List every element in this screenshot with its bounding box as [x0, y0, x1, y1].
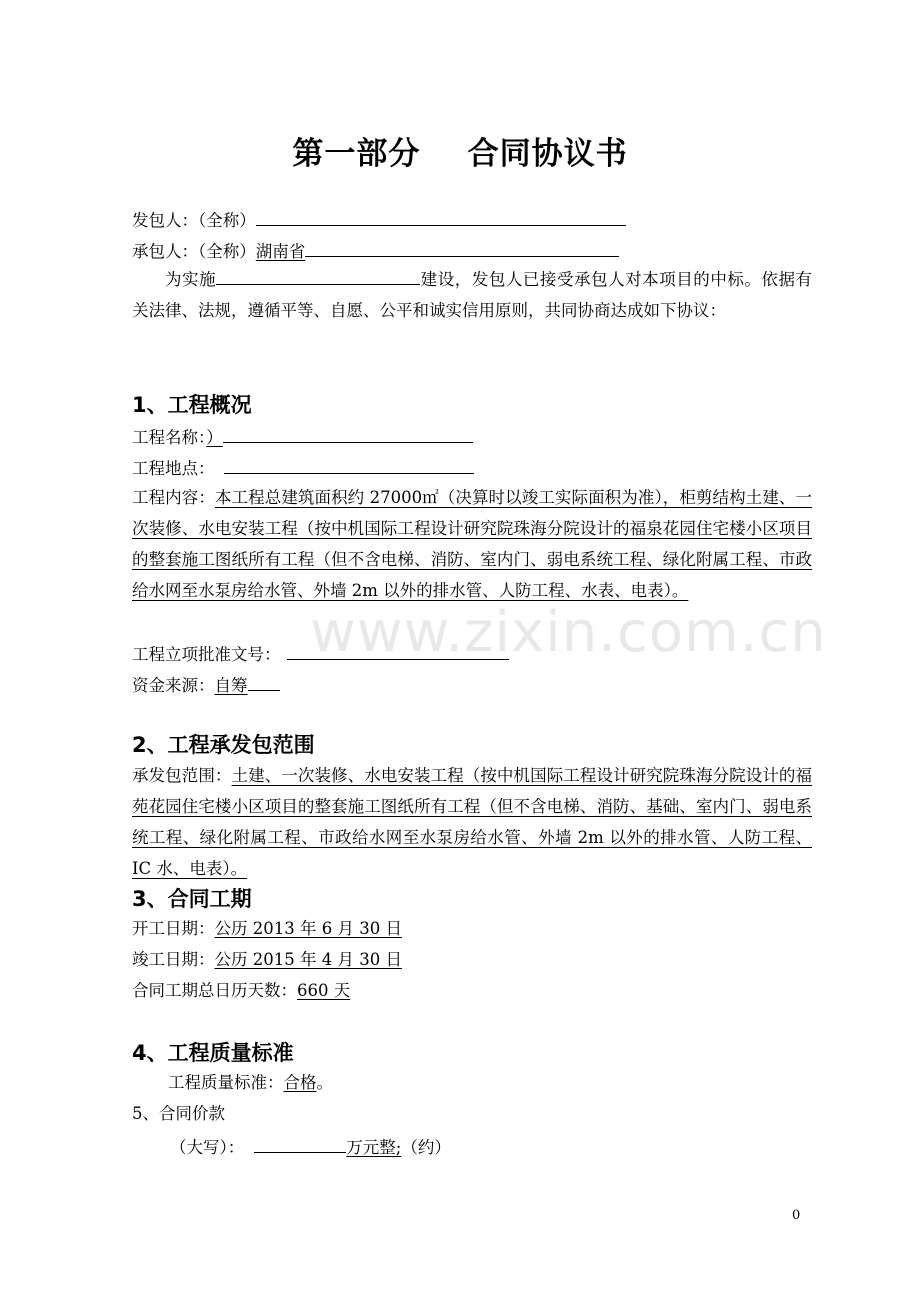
employer-label: 发包人：（全称）: [132, 211, 256, 230]
quality-line: [168, 1072, 333, 1094]
scope-value: 土建、一次装修、水电安装工程（按中机国际工程设计研究院珠海分院设计的福苑花园住宅楼小区项目的整套施工图纸所有工程（但不含电梯、消防、基础、室内门、弱电系统工程、绿化附属工程、市政给水网至水泵房给水管、外墙 2m 以外的排水管、人防工程、IC 水、电表）。: [132, 766, 813, 878]
section4-heading: 4、工程质量标准: [132, 1041, 294, 1065]
quality-value: 合格: [283, 1073, 317, 1092]
contractor-label: 承包人：（全称）: [132, 242, 256, 261]
amount-unit: 万元整;: [346, 1138, 402, 1157]
scope-paragraph: [132, 760, 812, 884]
employer-line: [132, 207, 626, 232]
amount-label: （大写）：: [170, 1138, 245, 1157]
end-date-line: [132, 949, 402, 971]
intro-prefix: 为实施: [165, 270, 217, 289]
end-date-label: 竣工日期：: [132, 950, 215, 969]
quality-end: 。: [316, 1073, 333, 1092]
fund-value: 自筹: [214, 676, 248, 695]
quality-label: 工程质量标准：: [168, 1073, 284, 1092]
fund-blank: [248, 672, 280, 691]
project-location-label: 工程地点：: [132, 459, 215, 478]
start-date-value: 公历 2013 年 6 月 30 日: [214, 919, 402, 938]
contractor-value: 湖南省: [255, 242, 306, 261]
section5-heading: 5、合同价款: [132, 1104, 225, 1123]
page-number: 0: [792, 1208, 801, 1223]
watermark: www.zixin.com.cn: [310, 600, 827, 665]
approval-label: 工程立项批准文号：: [132, 645, 281, 664]
section2-heading: 2、工程承发包范围: [132, 733, 315, 757]
project-content-label: 工程内容：: [132, 488, 215, 507]
project-name-line: [132, 424, 473, 449]
section1-heading: 1、工程概况: [132, 393, 252, 417]
start-date-label: 开工日期：: [132, 919, 215, 938]
fund-label: 资金来源：: [132, 676, 215, 695]
section3-heading: 3、合同工期: [132, 887, 252, 911]
intro-suffix: 建设，发包人已接受承包人对本项目的中标。依据有关法律、法规，遵循平等、自愿、公平和诚实信用原则，共同协商达成如下协议：: [132, 270, 813, 320]
intro-paragraph: [132, 264, 812, 326]
duration-line: [132, 980, 350, 1002]
scope-label: 承发包范围：: [132, 766, 232, 785]
fund-line: [132, 672, 280, 697]
project-name-blank: [223, 424, 473, 443]
project-content-paragraph: [132, 482, 812, 606]
project-location-blank: [224, 455, 474, 474]
amount-suffix: （约）: [401, 1138, 451, 1157]
duration-label: 合同工期总日历天数：: [132, 981, 297, 1000]
employer-blank: [256, 207, 626, 226]
amount-line: [170, 1134, 451, 1159]
project-name-value: ）: [206, 428, 223, 447]
start-date-line: [132, 918, 402, 940]
page-title: 第一部分 合同协议书: [292, 136, 628, 172]
contractor-blank: [305, 238, 619, 257]
project-blank: [216, 266, 420, 285]
project-name-label: 工程名称：: [132, 428, 207, 447]
end-date-value: 公历 2015 年 4 月 30 日: [214, 950, 402, 969]
project-location-line: [132, 455, 474, 480]
amount-blank: [254, 1134, 346, 1153]
duration-value: 660 天: [297, 981, 351, 1000]
project-content-value: 本工程总建筑面积约 27000㎡（决算时以竣工实际面积为准），柜剪结构土建、一次装修、水电安装工程（按中机国际工程设计研究院珠海分院设计的福泉花园住宅楼小区项目的整套施工图纸所有工程（但不含电梯、消防、室内门、弱电系统工程、绿化附属工程、市政给水网至水泵房给水管、外墙 2m 以外的排水管、人防工程、水表、电表）。: [132, 488, 813, 600]
contractor-line: [132, 238, 619, 263]
